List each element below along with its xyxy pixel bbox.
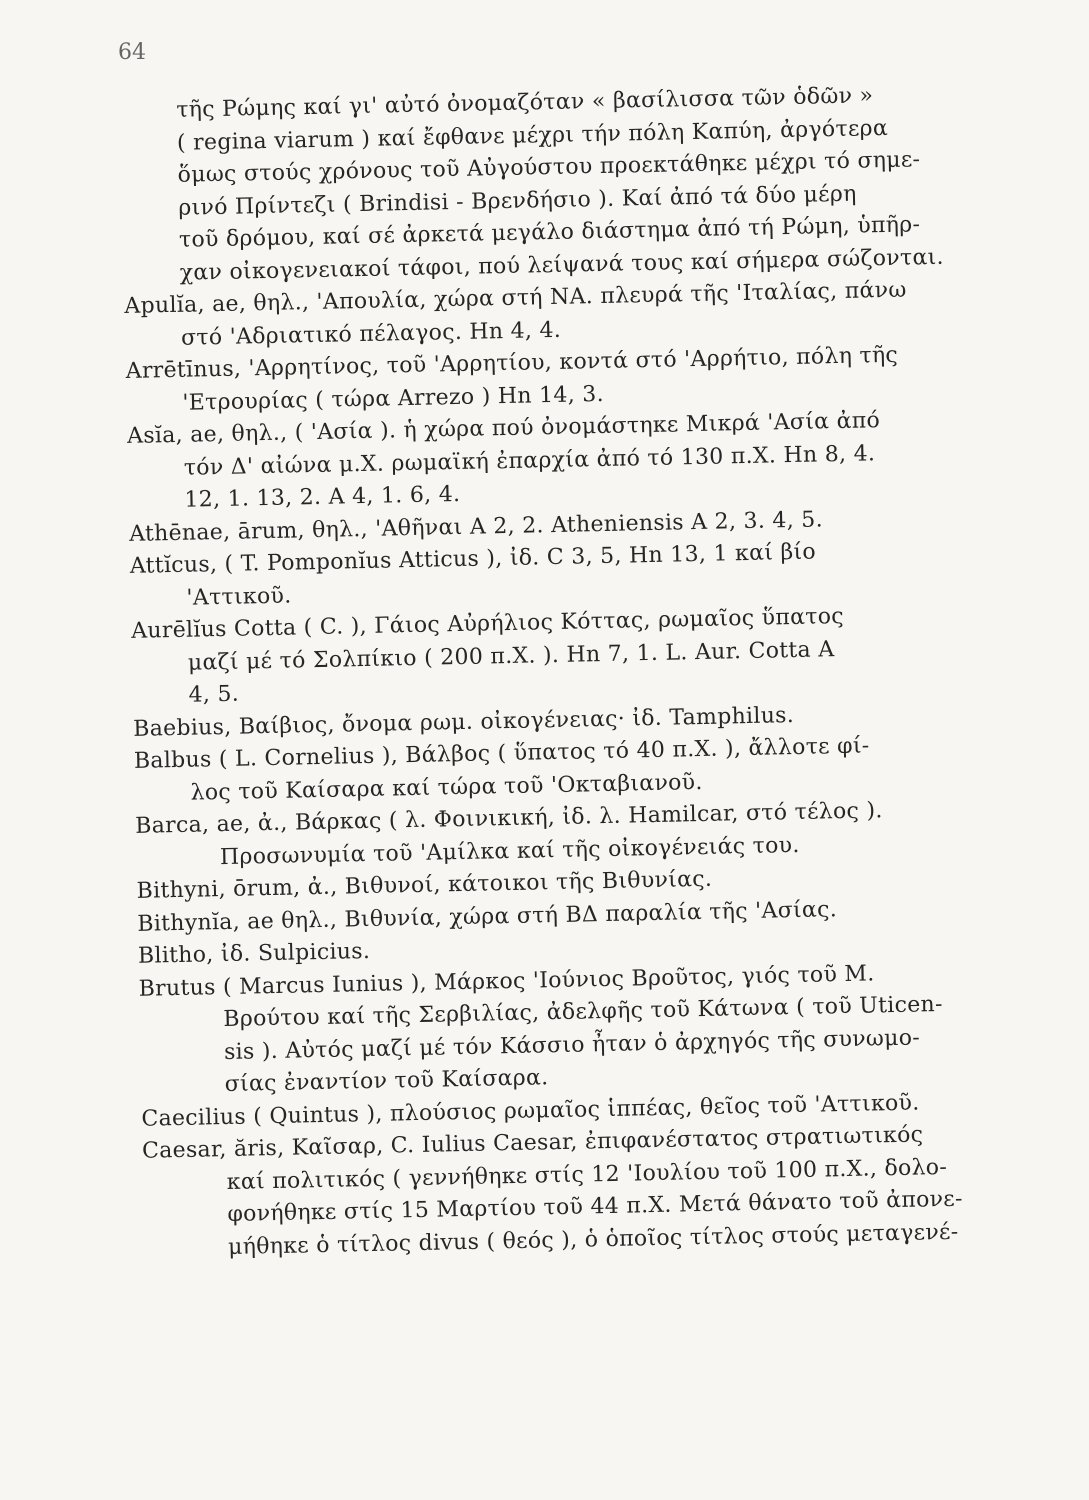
text-line: μαζί μέ τό Σολπίκιο ( 200 π.Χ. ). Hn 7, 1. L. Aur. Cotta A [187, 636, 835, 676]
text-line: στό 'Αδριατικό πέλαγος. Hn 4, 4. [180, 317, 562, 351]
text-line: τῆς Ρώμης καί γι' αὐτό ὀνομαζόταν « βασίλισσα τῶν ὁδῶν » [176, 83, 874, 123]
text-line: Barca, ae, ἀ., Βάρκας ( λ. Φοινικική, ἰδ. λ. Hamilcar, στό τέλος ). [135, 798, 883, 839]
text-line: τόν Δ' αἰώνα μ.Χ. ρωμαϊκή ἐπαρχία ἀπό τό 130 π.Χ. Hn 8, 4. [183, 440, 876, 481]
text-line: Προσωνυμία τοῦ 'Αμίλκα καί τῆς οἰκογένειάς του. [219, 832, 800, 870]
text-line: λος τοῦ Καίσαρα καί τώρα τοῦ 'Οκταβιανοῦ. [190, 769, 703, 806]
text-line: Asĭa, ae, θηλ., ( 'Ασία ). ἡ χώρα πού ὀνομάστηκε Μικρά 'Ασία ἀπό [126, 408, 881, 449]
text-line: Arrētīnus, 'Αρρητίνος, τοῦ 'Αρρητίου, κοντά στό 'Αρρήτιο, πόλη τῆς [125, 342, 899, 384]
text-line: χαν οἰκογενειακοί τάφοι, πού λείψανά τους καί σήμερα σώζονται. [179, 244, 945, 286]
text-line: Brutus ( Marcus Iunius ), Μάρκος 'Ιούνιος Βροῦτος, γιός τοῦ Μ. [138, 960, 875, 1002]
text-line: Blitho, ἰδ. Sulpicius. [137, 938, 371, 969]
text-line: τοῦ δρόμου, καί σέ ἀρκετά μεγάλο διάστημα ἀπό τή Ρώμη, ὑπῆρ- [178, 212, 921, 253]
text-line: Balbus ( L. Cornelius ), Βάλβος ( ὕπατος τό 40 π.Χ. ), ἄλλοτε φί- [133, 733, 870, 774]
text-line: Baebius, Βαίβιος, ὄνομα ρωμ. οἰκογένειας· ἰδ. Tamphilus. [132, 702, 795, 742]
text-line: 4, 5. [188, 681, 240, 708]
page-number: 64 [118, 40, 146, 65]
text-line: Caesar, ăris, Καῖσαρ, C. Iulius Caesar, ἐπιφανέστατος στρατιωτικός [141, 1122, 924, 1164]
text-line: Bithyni, ōrum, ἀ., Βιθυνοί, κάτοικοι τῆς Βιθυνίας. [136, 866, 713, 904]
text-line: Athēnae, ārum, θηλ., 'Αθῆναι A 2, 2. Atheniensis A 2, 3. 4, 5. [128, 506, 824, 547]
text-line: 'Ετρουρίας ( τώρα Arrezo ) Hn 14, 3. [182, 381, 605, 416]
text-line: Bithynĭa, ae θηλ., Βιθυνία, χώρα στή ΒΔ παραλία τῆς 'Ασίας. [137, 896, 838, 937]
text-line: 12, 1. 13, 2. A 4, 1. 6, 4. [184, 481, 461, 513]
text-line: ὅμως στούς χρόνους τοῦ Αὐγούστου προεκτάθηκε μέχρι τό σημε- [177, 147, 921, 188]
text-line: Apulĭa, ae, θηλ., 'Απουλία, χώρα στή ΝΑ. πλευρά τῆς 'Ιταλίας, πάνω [124, 277, 907, 319]
glossary-text [120, 78, 1024, 1266]
text-line: καί πολιτικός ( γεννήθηκε στίς 12 'Ιουλίου τοῦ 100 π.Χ., δολο- [226, 1154, 948, 1195]
text-line: ρινό Πρίντεζι ( Brindisi - Βρενδήσιο ). Καί ἀπό τά δύο μέρη [178, 181, 857, 221]
text-line: ( regina viarum ) καί ἔφθανε μέχρι τήν πόλη Καπύη, ἀργότερα [176, 115, 889, 156]
text-line: σίας ἐναντίον τοῦ Καίσαρα. [224, 1065, 549, 1098]
text-line: Attĭcus, ( T. Pomponĭus Atticus ), ἰδ. C 3, 5, Hn 13, 1 καί βίο [129, 539, 817, 579]
text-line: Aurēlĭus Cotta ( C. ), Γάιος Αὐρήλιος Κόττας, ρωμαῖος ὕπατος [130, 603, 845, 644]
text-line: sis ). Αὐτός μαζί μέ τόν Κάσσιο ἦταν ὁ ἀρχηγός τῆς συνωμο- [223, 1024, 921, 1065]
text-line: φονήθηκε στίς 15 Μαρτίου τοῦ 44 π.Χ. Μετά θάνατο τοῦ ἀπονε- [227, 1186, 963, 1227]
text-line: μήθηκε ὁ τίτλος divus ( θεός ), ὁ ὁποῖος τίτλος στούς μεταγενέ- [227, 1219, 959, 1260]
text-line: Caecilius ( Quintus ), πλούσιος ρωμαῖος ἱππέας, θεῖος τοῦ 'Αττικοῦ. [141, 1089, 920, 1132]
text-line: Βρούτου καί τῆς Σερβιλίας, ἀδελφῆς τοῦ Κάτωνα ( τοῦ Uticen- [223, 991, 943, 1033]
text-line: 'Αττικοῦ. [186, 583, 292, 611]
